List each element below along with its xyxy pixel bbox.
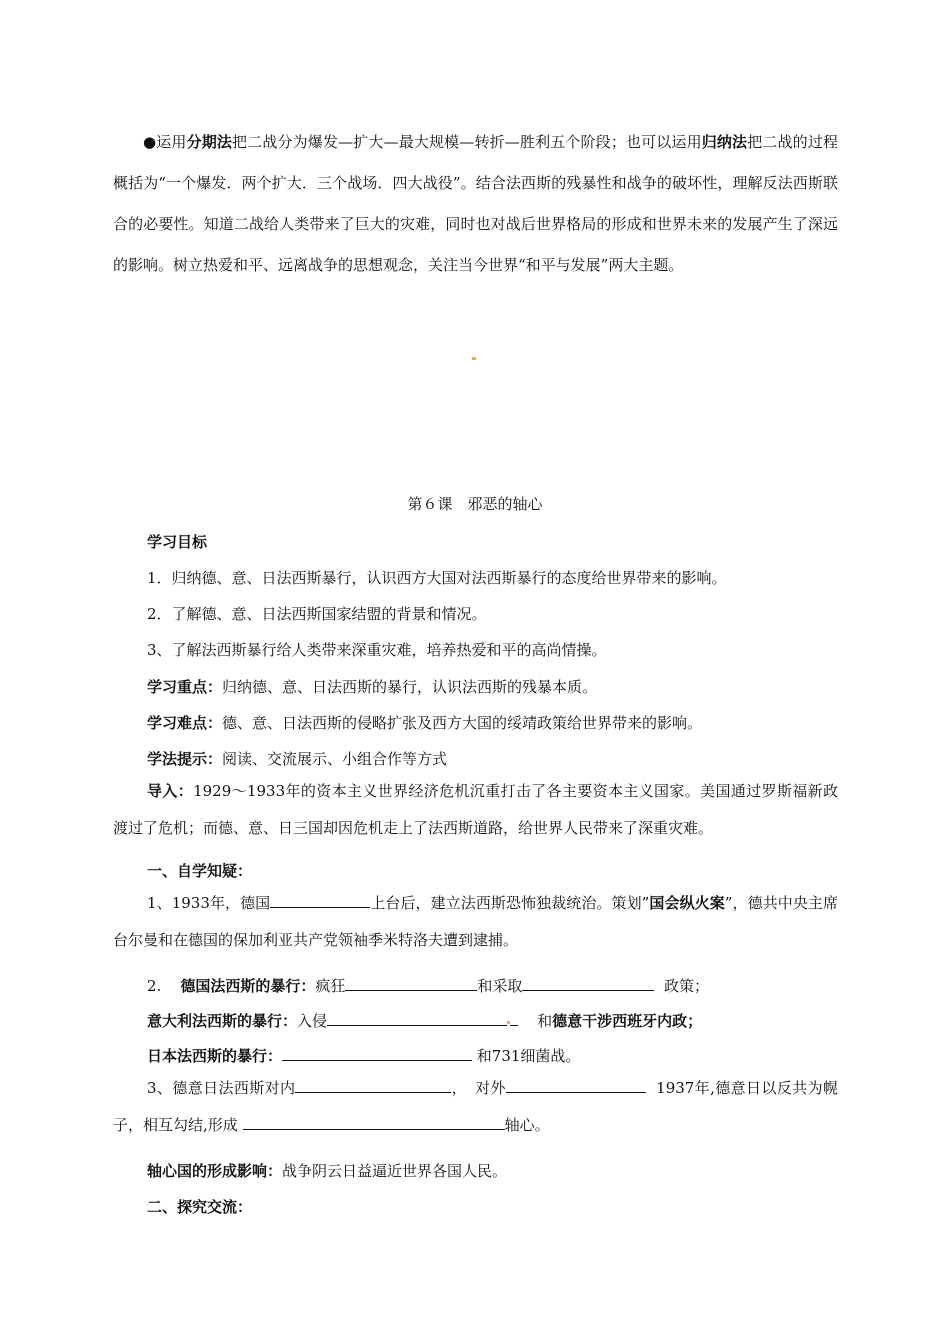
bold-term: 分期法 <box>186 133 233 151</box>
fill-blank[interactable] <box>345 976 477 991</box>
objectives-heading: 学习目标 <box>147 533 208 551</box>
objective-item: 2．了解德、意、日法西斯国家结盟的背景和情况。 <box>147 605 487 623</box>
axis-effect: 轴心国的形成影响：战争阴云日益逼近世界各国人民。 <box>147 1162 508 1180</box>
lesson-title: 第６课 邪恶的轴心 <box>407 495 543 513</box>
fill-blank[interactable] <box>270 893 370 908</box>
question-3: 3、德意日法西斯对内 ， 对外 1937年,德意日以反共为幌子，相互勾结,形成 轴心。 <box>113 1079 838 1134</box>
fill-blank[interactable] <box>282 1046 472 1061</box>
question-1: 1、1933年，德国 上台后，建立法西斯恐怖独裁统治。策划”国会纵火案”，德共中央主席台尔曼和在德国的保加利亚共产党领袖季米特洛夫遭到逮捕。 <box>113 894 838 949</box>
method-hint: 学法提示：阅读、交流展示、小组合作等方式 <box>147 750 448 768</box>
bullet: ● <box>143 133 157 151</box>
section2-heading: 二、探究交流： <box>147 1198 253 1216</box>
key-point: 学习重点：归纳德、意、日法西斯的暴行，认识法西斯的残暴本质。 <box>147 678 598 696</box>
fill-blank[interactable] <box>295 1078 451 1093</box>
decorative-dot <box>472 357 476 360</box>
lead-in-paragraph: 导入：1929～1933年的资本主义世界经济危机沉重打击了各主要资本主义国家。美国通过罗斯福新政渡过了危机；而德、意、日三国却因危机走上了法西斯道路，给世界人民带来了深重灾难。 <box>113 782 838 837</box>
objective-item: 1．归纳德、意、日法西斯暴行，认识西方大国对法西斯暴行的态度给世界带来的影响。 <box>147 569 727 587</box>
bold-term: 归纳法 <box>701 133 748 151</box>
fill-blank[interactable] <box>522 976 654 991</box>
section1-heading: 一、自学知疑： <box>147 862 253 880</box>
fill-blank[interactable] <box>243 1115 505 1130</box>
objective-item: 3、了解法西斯暴行给人类带来深重灾难，培养热爱和平的高尚情操。 <box>147 641 607 659</box>
question-2: 2. 德国法西斯的暴行：疯狂 和采取 政策； <box>147 977 709 995</box>
intro-paragraph: ●运用分期法把二战分为爆发—扩大—最大规模—转折—胜利五个阶段；也可以运用归纳法把二战的过程概括为“一个爆发．两个扩大．三个战场．四大战役”。结合法西斯的残暴性和战争的破坏性，理解反法西斯联合的必要性。知道二战给人类带来了巨大的灾难，同时也对战后世界格局的形成和世界未来的发展产生了深远的影响。树立热爱和平、远离战争的思想观念，关注当今世界“和平与发展”两大主题。 <box>113 133 838 274</box>
difficulty: 学习难点：德、意、日法西斯的侵略扩张及西方大国的绥靖政策给世界带来的影响。 <box>147 714 703 732</box>
fill-blank[interactable] <box>327 1011 507 1026</box>
question-2b: 意大利法西斯的暴行：入侵 和德意干涉西班牙内政； <box>147 1012 703 1030</box>
fill-blank[interactable] <box>506 1078 646 1093</box>
question-2c: 日本法西斯的暴行： 和731细菌战。 <box>147 1047 581 1065</box>
